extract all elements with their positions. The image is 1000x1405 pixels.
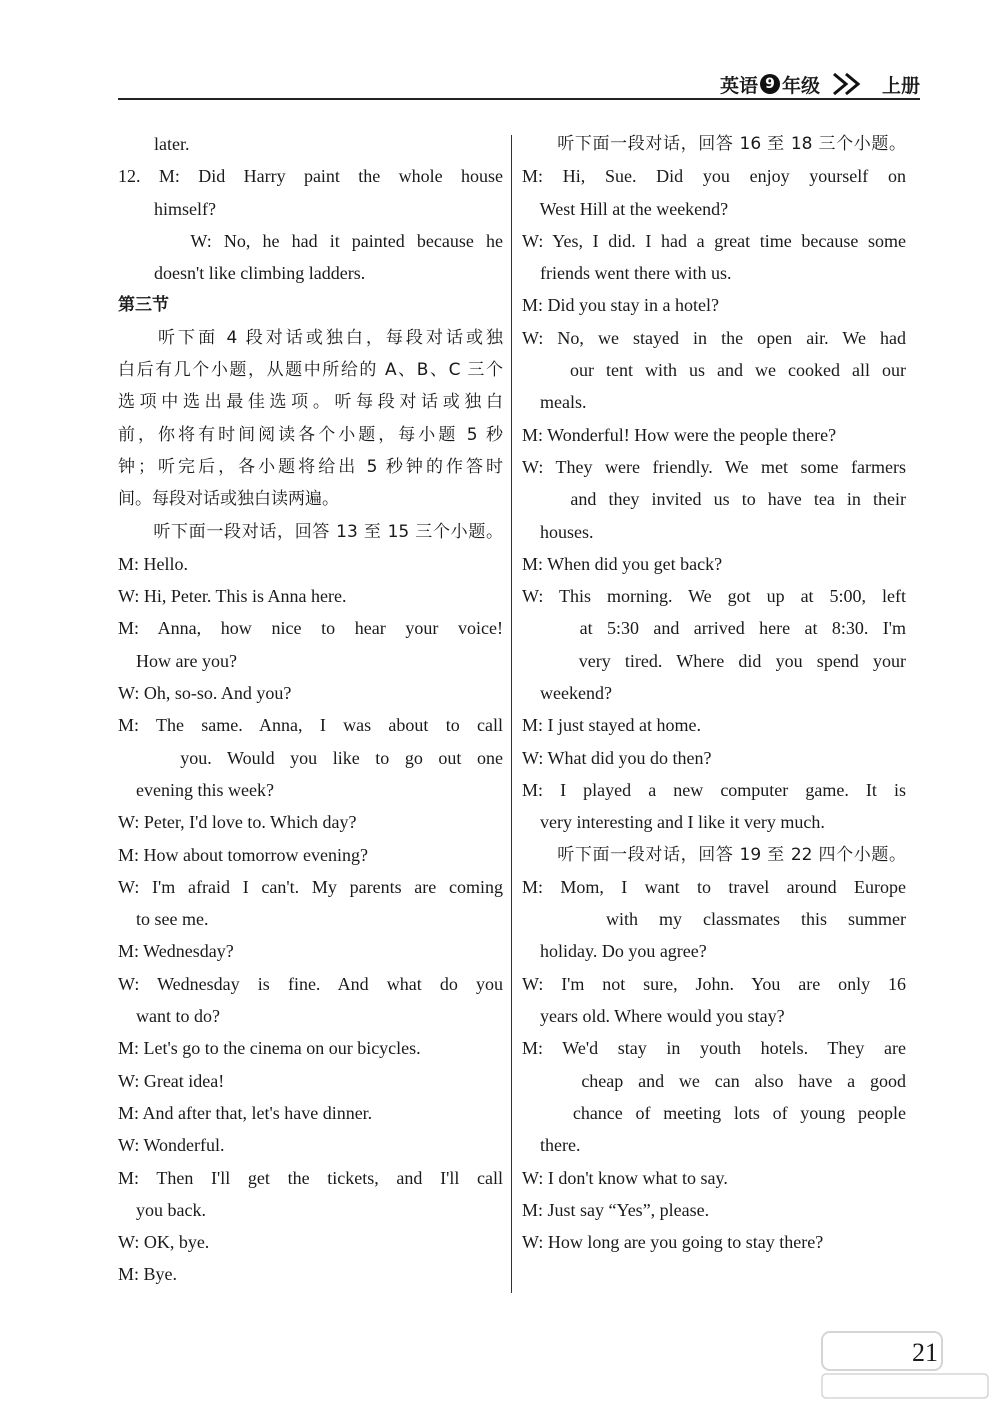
grade-number-badge: 9 [760,74,780,94]
header-volume: 上册 [881,74,920,97]
left-column-line: M: Hello. [118,553,188,574]
left-column-line: M: Bye. [118,1264,178,1285]
left-column-line: himself? [118,198,216,219]
left-column-line: W: OK, bye. [118,1232,210,1253]
column-divider [511,135,512,1293]
left-column-line: 钟；听完后，各小题将给出 5 秒钟的作答时 [118,456,503,477]
left-column-line: W: Oh, so-so. And you? [118,683,292,704]
right-column-line: with my classmates this summer [522,909,906,930]
page-number: 21 [912,1338,938,1367]
left-column-line: you. Would you like to go out one [118,747,503,768]
left-column-line: W: Hi, Peter. This is Anna here. [118,586,347,607]
left-column-line: 12. M: Did Harry paint the whole house [118,166,503,187]
left-column-line: M: Then I'll get the tickets, and I'll call [118,1167,503,1188]
right-column-line: W: I don't know what to say. [522,1167,728,1188]
right-column-line: W: What did you do then? [522,747,712,768]
right-column-line: M: Hi, Sue. Did you enjoy yourself on [522,166,906,187]
right-column-line: W: How long are you going to stay there? [522,1232,824,1253]
right-column-line: M: When did you get back? [522,553,723,574]
header-grade-label: 年级 [781,74,820,97]
right-column-line: West Hill at the weekend? [522,198,729,219]
left-column-line: 选项中选出最佳选项。听每段对话或独白 [118,392,503,413]
left-column-line: W: Peter, I'd love to. Which day? [118,812,357,833]
right-column-line: W: No, we stayed in the open air. We had [522,327,906,348]
left-column-line: 白后有几个小题，从题中所给的 A、B、C 三个 [118,360,503,381]
left-column-line: W: Wednesday is fine. And what do you [118,973,503,994]
left-column-line: to see me. [118,909,209,930]
right-column-line: M: I played a new computer game. It is [522,779,906,800]
left-column-line: 间。每段对话或独白读两遍。 [118,489,339,510]
left-column-line: M: Let's go to the cinema on our bicycles. [118,1038,421,1059]
right-column-line: years old. Where would you stay? [522,1006,785,1027]
right-column-line: meals. [522,392,587,413]
right-column-line: W: This morning. We got up at 5:00, left [522,586,906,607]
right-column-line: W: They were friendly. We met some farmers [522,456,906,477]
left-column-line: later. [118,134,190,154]
left-column-line: W: I'm afraid I can't. My parents are coming [118,876,503,897]
right-column-line: cheap and we can also have a good [522,1070,906,1091]
right-column-line: 听下面一段对话，回答 16 至 18 三个小题。 [522,134,906,154]
page-header [118,70,920,100]
left-column-line: M: Anna, how nice to hear your voice! [118,618,503,639]
left-column [118,128,503,1291]
right-column-line: weekend? [522,683,612,704]
left-column-line: How are you? [118,650,237,671]
right-column-line: M: Did you stay in a hotel? [522,295,719,316]
right-column-line: M: Wonderful! How were the people there? [522,424,837,445]
right-column [522,128,906,1258]
right-column-line: at 5:30 and arrived here at 8:30. I'm [522,618,906,639]
right-column-line: houses. [522,521,594,542]
left-column-line: 前，你将有时间阅读各个小题，每小题 5 秒 [118,424,503,445]
right-column-line: there. [522,1135,581,1156]
header-subject: 英语 [719,74,758,97]
right-column-line: M: We'd stay in youth hotels. They are [522,1038,906,1059]
right-column-line: friends went there with us. [522,263,732,284]
left-column-line: W: Wonderful. [118,1135,225,1156]
left-column-line: W: Great idea! [118,1070,225,1091]
right-column-line: chance of meeting lots of young people [522,1102,906,1123]
left-column-line: 听下面 4 段对话或独白，每段对话或独 [118,327,503,348]
left-column-line: M: Wednesday? [118,941,234,962]
left-column-line: M: How about tomorrow evening? [118,844,368,865]
double-chevron-icon [830,72,870,96]
right-column-line: very tired. Where did you spend your [522,650,906,671]
left-column-line: M: The same. Anna, I was about to call [118,715,503,736]
left-column-line: you back. [118,1199,206,1220]
right-column-line: our tent with us and we cooked all our [522,360,906,381]
right-column-line: M: Mom, I want to travel around Europe [522,876,906,897]
left-column-line: want to do? [118,1006,220,1027]
left-column-line: M: And after that, let's have dinner. [118,1102,373,1123]
left-column-line: evening this week? [118,779,274,800]
header-title [720,70,920,98]
right-column-line: W: I'm not sure, John. You are only 16 [522,973,906,994]
left-column-line: doesn't like climbing ladders. [118,263,366,284]
left-column-line: 听下面一段对话，回答 13 至 15 三个小题。 [118,521,503,542]
left-column-line: 第三节 [118,295,169,316]
watermark-logo [820,1330,990,1400]
right-column-line: M: Just say “Yes”, please. [522,1199,710,1220]
right-column-line: holiday. Do you agree? [522,941,707,962]
right-column-line: 听下面一段对话，回答 19 至 22 四个小题。 [522,844,906,865]
left-column-line: W: No, he had it painted because he [118,230,503,251]
right-column-line: M: I just stayed at home. [522,715,701,736]
right-column-line: and they invited us to have tea in their [522,489,906,510]
right-column-line: W: Yes, I did. I had a great time because some [522,230,906,251]
right-column-line: very interesting and I like it very much. [522,812,825,833]
